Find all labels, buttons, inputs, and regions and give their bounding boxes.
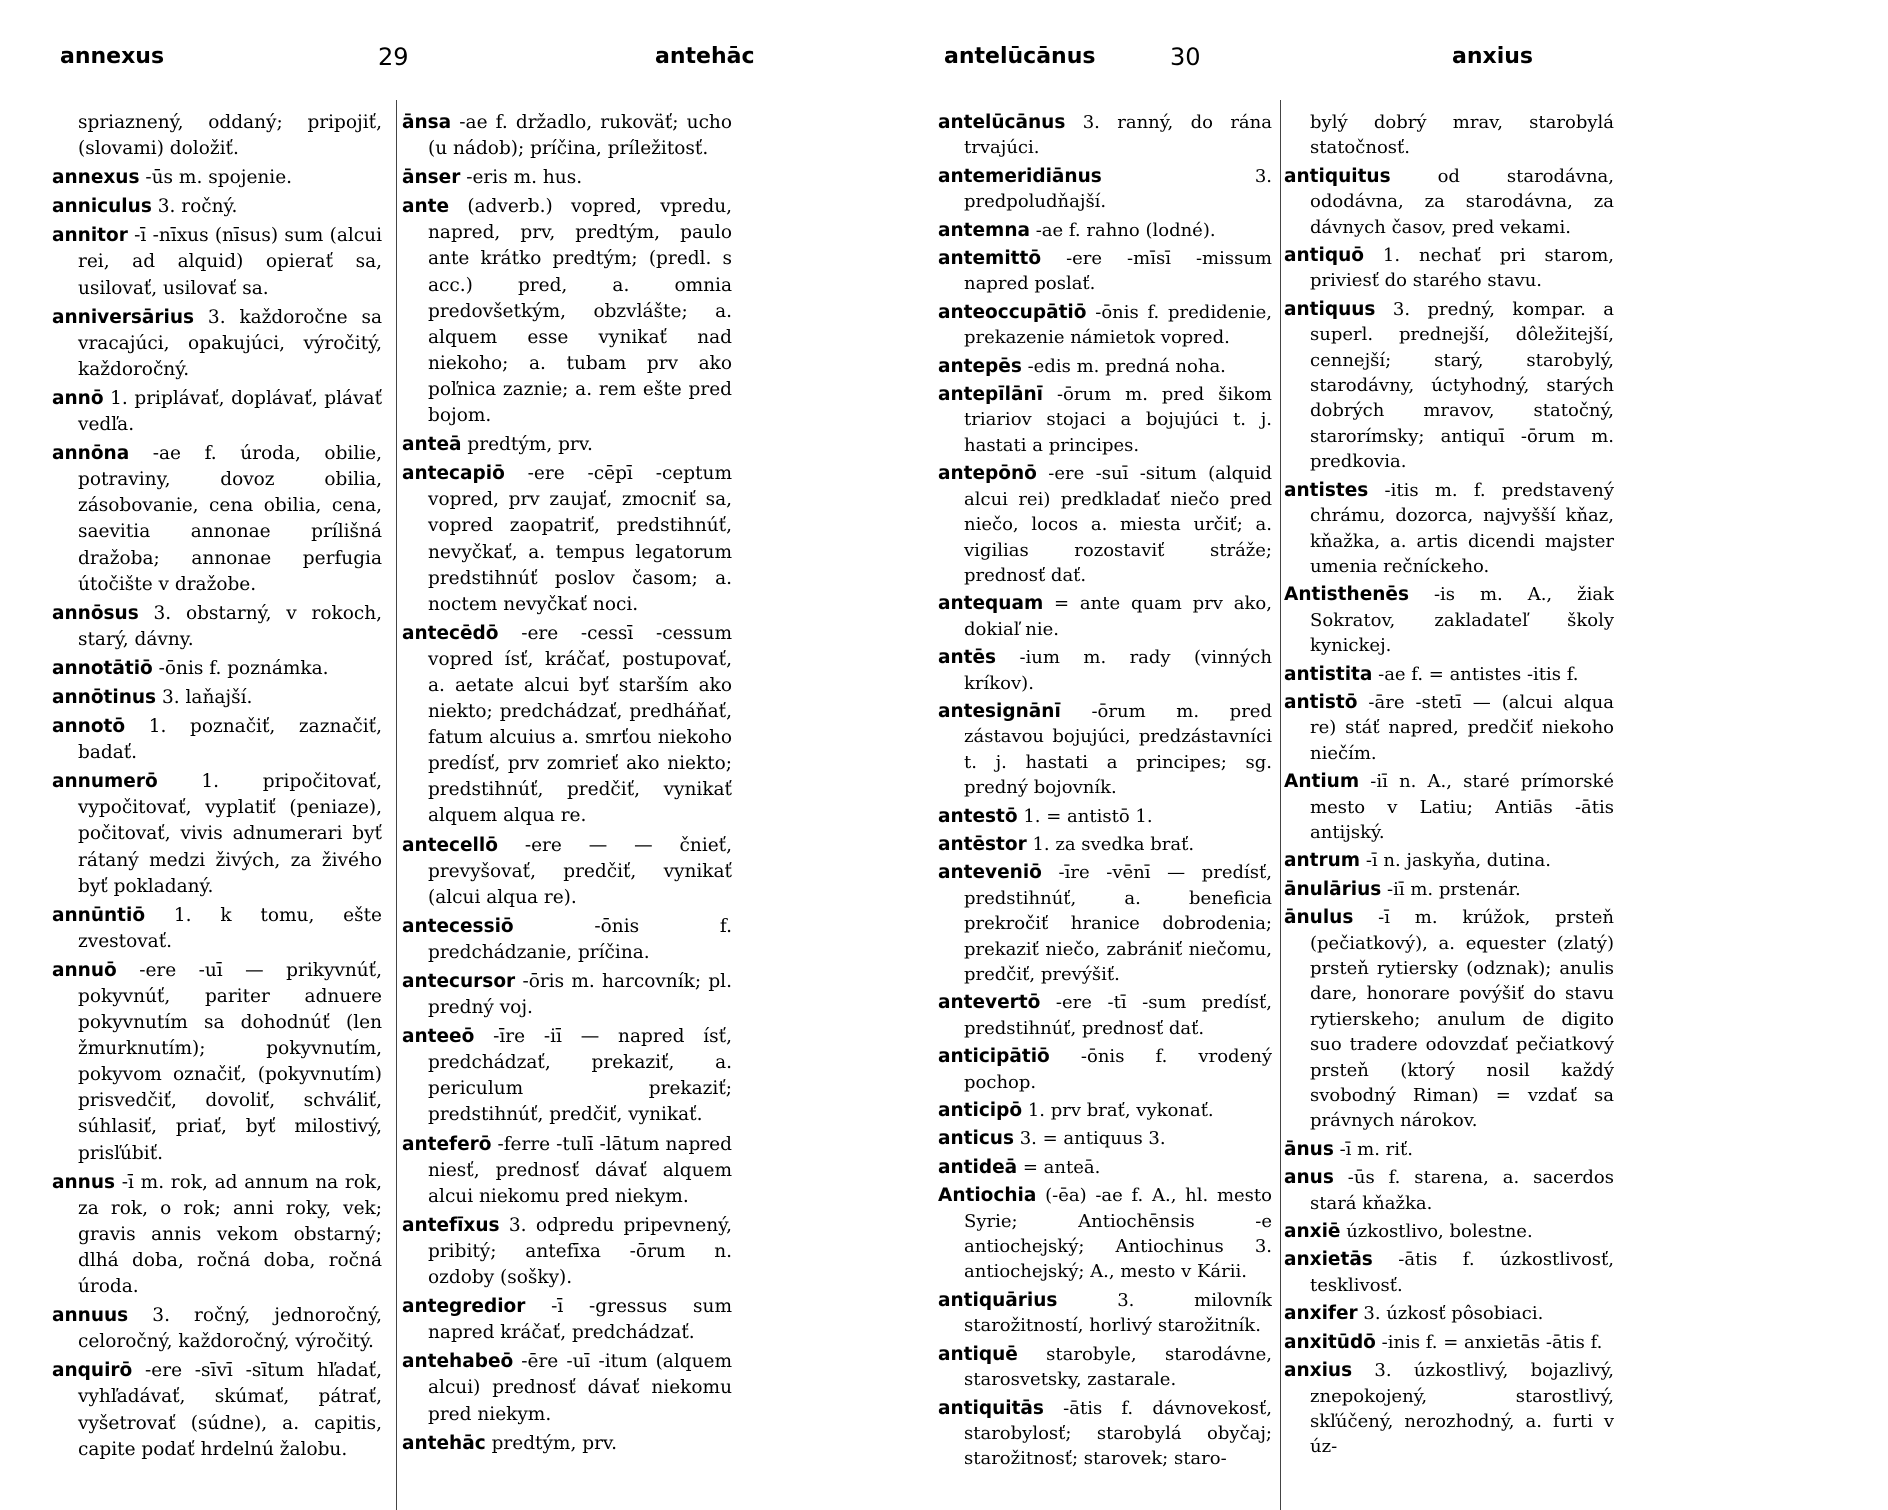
entry-headword: annōsus [52, 602, 139, 624]
dictionary-entry [402, 110, 732, 162]
entry-definition: -ae f. = antistes -itis f. [1378, 663, 1579, 685]
entry-headword: antistō [1284, 691, 1358, 713]
entry-headword: annitor [52, 225, 128, 247]
dictionary-entry [402, 833, 732, 911]
dictionary-entry [52, 110, 382, 162]
dictionary-entry [52, 601, 382, 653]
entry-definition: -īre -vēnī — predísť, predstihnúť, a. beneficia prekročiť hranice dobrodenia; prekaziť niečo, zabrániť niečomu, predčiť, prevýšiť. [964, 862, 1272, 985]
entry-definition: -ferre -tulī -lātum napred niesť, prednosť dávať alquem alcui niekomu pred niekym. [428, 1133, 732, 1207]
entry-definition: = ante quam prv ako, dokiaľ nie. [964, 593, 1272, 640]
entry-headword: annō [52, 387, 104, 409]
entry-definition: 1. pripočitovať, vypočitovať, vyplatiť (peniaze), počitovať, vivis adnumerari byť rátaný medzi živých, za živého byť pokladaný. [78, 771, 382, 897]
entry-definition: -āre -stetī — (alcui alqua re) stáť napred, predčiť niekoho niečím. [1310, 691, 1614, 764]
entry-definition: -ī -gressus sum napred kráčať, predchádzať. [428, 1296, 732, 1344]
entry-definition: -ātis f. úzkostlivosť, tesklivosť. [1310, 1249, 1614, 1296]
entry-headword: antegredior [402, 1296, 526, 1318]
entry-headword: antecessiō [402, 915, 514, 937]
entry-definition: 3. ranný, do rána trvajúci. [964, 112, 1272, 159]
entry-definition: -ūs m. spojenie. [145, 167, 293, 189]
entry-headword: anus [1284, 1167, 1334, 1189]
entry-definition: -ōris m. harcovník; pl. predný voj. [428, 971, 732, 1019]
guide-word-left: antelūcānus [944, 44, 1096, 69]
entry-definition: -ēre -uī -itum (alquem alcui) prednosť dávať niekomu pred niekym. [428, 1351, 732, 1425]
entry-headword: antistes [1284, 479, 1369, 501]
entry-headword: antistita [1284, 663, 1373, 685]
dictionary-entry [938, 461, 1272, 588]
dictionary-entry [938, 832, 1272, 857]
entry-definition: 3. každoročne sa vracajúci, opakujúci, výročitý, každoročný. [78, 306, 382, 380]
dictionary-entry [938, 354, 1272, 379]
dictionary-entry [938, 1155, 1272, 1180]
entry-definition: -ī m. krúžok, prsteň (pečiatkový), a. equester (zlatý) prsteň rytiersky (odznak); anulis dare, honorare povýšiť do stavu rytierskeho; anulum de digito suo tradere odovzdať pečiatkový prsteň (ktorý nosil každý svobodný Riman) = vzdať sa právnych nárokov. [1310, 907, 1614, 1132]
dictionary-entry [52, 1358, 382, 1462]
entry-headword: anquirō [52, 1360, 133, 1382]
entry-headword: ānsa [402, 112, 452, 133]
dictionary-entry [938, 300, 1272, 351]
entry-definition: -ātis f. dávnovekosť, starobylosť; starobylá obyčaj; starožitnosť; starovek; staro- [964, 1397, 1272, 1470]
entry-definition: -is m. A., žiak Sokratov, zakladateľ školy kynickej. [1310, 584, 1614, 657]
entry-headword: antiquus [1284, 298, 1376, 320]
dictionary-entry [402, 194, 732, 429]
entry-definition: 1. = antistō 1. [1023, 805, 1153, 827]
entry-headword: antemittō [938, 248, 1042, 270]
entry-definition: 3. úzkostlivý, bojazlivý, znepokojený, starostlivý, skľúčený, nerozhodný, a. furti v úz- [1310, 1360, 1614, 1458]
entry-headword: anniculus [52, 196, 152, 218]
dictionary-entry [1284, 848, 1614, 873]
dictionary-entry [938, 645, 1272, 696]
entry-headword: ānulus [1284, 907, 1354, 929]
entry-headword: antepīlānī [938, 384, 1043, 406]
dictionary-entry [52, 714, 382, 766]
entry-definition: -ere -mīsī -missum napred poslať. [964, 248, 1272, 295]
dictionary-entry [402, 914, 732, 966]
entry-headword: antecellō [402, 834, 498, 856]
guide-word-left: annexus [60, 44, 165, 69]
entry-definition: -ere -tī -sum predísť, predstihnúť, prednosť dať. [964, 992, 1272, 1039]
dictionary-entry [52, 441, 382, 598]
entry-headword: anteā [402, 434, 462, 456]
dictionary-entry [938, 860, 1272, 987]
entry-definition: spriaznený, oddaný; pripojiť, (slovami) doložiť. [78, 112, 382, 160]
dictionary-entry [1284, 1219, 1614, 1244]
entry-definition: predtým, prv. [467, 434, 593, 456]
dictionary-entry [1284, 662, 1614, 687]
entry-headword: antideā [938, 1156, 1018, 1178]
dictionary-entry [938, 1126, 1272, 1151]
dictionary-entry [938, 1342, 1272, 1393]
dictionary-entry [938, 1396, 1272, 1472]
dictionary-entry [1284, 769, 1614, 845]
entry-headword: anxiē [1284, 1221, 1341, 1243]
entry-headword: annotō [52, 716, 126, 738]
entry-definition: 1. poznačiť, zaznačiť, badať. [78, 716, 382, 764]
entry-headword: ante [402, 196, 450, 218]
entry-headword: anxifer [1284, 1303, 1358, 1325]
entry-headword: annexus [52, 167, 140, 189]
entry-definition: -ūs f. starena, a. sacerdos stará kňažka. [1310, 1167, 1614, 1214]
entry-definition: predtým, prv. [491, 1432, 618, 1454]
entry-headword: antehabeō [402, 1351, 514, 1373]
entry-headword: anteeō [402, 1026, 475, 1048]
column-divider [396, 100, 397, 1510]
entry-definition: -ae f. rahno (lodné). [1035, 219, 1216, 241]
entry-headword: antepōnō [938, 463, 1037, 485]
entry-definition: -ōrum m. pred šikom triariov stojaci a bojujúci t. j. hastati a principes. [964, 384, 1272, 456]
entry-definition: -ī n. jaskyňa, dutina. [1365, 850, 1551, 872]
entry-headword: antrum [1284, 850, 1361, 872]
dictionary-entry [938, 699, 1272, 801]
entry-headword: anniversārius [52, 306, 195, 328]
dictionary-entry [52, 1303, 382, 1355]
entry-definition: -ere -cessī -cessum vopred ísť, kráčať, postupovať, a. aetate alcui byť starším ako niekto; predchádzať, predháňať, fatum alcuius a. smrťou niekoho predísť, prv zomrieť ako niekto; predstihnúť, predčiť, vynikať alquem alqua re. [428, 622, 732, 827]
entry-headword: antesignānī [938, 700, 1061, 722]
dictionary-entry [938, 1098, 1272, 1123]
entry-definition: -ī m. riť. [1339, 1138, 1413, 1160]
entry-headword: antemna [938, 219, 1030, 241]
entry-headword: ānus [1284, 1138, 1334, 1160]
entry-headword: annūntiō [52, 904, 146, 926]
entry-headword: antecapiō [402, 463, 505, 485]
entry-definition: 3. ročný. [157, 196, 238, 218]
dictionary-entry [1284, 690, 1614, 766]
dictionary-entry [1284, 478, 1614, 580]
entry-definition: -ōnis f. poznámka. [158, 657, 329, 679]
entry-definition: 1. k tomu, ešte zvestovať. [78, 904, 382, 952]
entry-definition: -iī m. prstenár. [1387, 878, 1521, 900]
dictionary-entry [938, 246, 1272, 297]
dictionary-entry [1284, 110, 1614, 161]
entry-definition: starobyle, starodávne, starosvetsky, zastarale. [964, 1343, 1272, 1391]
dictionary-entry [402, 432, 732, 458]
dictionary-entry [52, 769, 382, 899]
entry-definition: 1. prv brať, vykonať. [1027, 1100, 1214, 1122]
entry-headword: anxitūdō [1284, 1331, 1376, 1353]
entry-definition: -ōrum m. pred zástavou bojujúci, predzástavníci t. j. hastati a principes; sg. predný bojovník. [964, 700, 1272, 799]
entry-definition: úzkostlivo, bolestne. [1346, 1221, 1533, 1243]
entry-definition: -ere -cēpī -ceptum vopred, prv zaujať, zmocniť sa, vopred zaopatriť, predstihnúť, nevyčkať, a. tempus legatorum predstihnúť poslov časom; a. noctem nevyčkať noci. [428, 463, 732, 615]
guide-word-right: anxius [1452, 44, 1533, 69]
dictionary-entry [402, 1213, 732, 1291]
entry-definition: 3. = antiquus 3. [1019, 1128, 1166, 1150]
entry-definition: -ere -sīvī -sītum hľadať, vyhľadávať, skúmať, pátrať, vyšetrovať (súdne), a. capitis, capite podať hrdelnú žalobu. [78, 1360, 382, 1460]
page-number: 30 [1170, 43, 1201, 71]
entry-headword: annuus [52, 1305, 129, 1327]
dictionary-entry [938, 1288, 1272, 1339]
entry-headword: ānulārius [1284, 878, 1382, 900]
dictionary-entry [402, 1431, 732, 1457]
dictionary-entry [1284, 905, 1614, 1134]
entry-definition: -īre -iī — napred ísť, predchádzať, prekaziť, a. periculum prekaziť; predstihnúť, predčiť, vynikať. [428, 1026, 732, 1126]
entry-headword: anticus [938, 1128, 1014, 1150]
entry-headword: antiquō [1284, 245, 1364, 267]
dictionary-entry [402, 621, 732, 830]
dictionary-entry [938, 990, 1272, 1041]
entry-headword: annus [52, 1171, 116, 1193]
dictionary-entry [938, 1183, 1272, 1285]
dictionary-entry [938, 1044, 1272, 1095]
dictionary-entry [52, 903, 382, 955]
entry-headword: anteferō [402, 1133, 492, 1155]
dictionary-entry [402, 461, 732, 618]
dictionary-entry [402, 1349, 732, 1427]
entry-headword: antefīxus [402, 1214, 500, 1236]
entry-headword: Antiochia [938, 1185, 1037, 1207]
dictionary-column [52, 110, 382, 1475]
entry-headword: ānser [402, 167, 461, 189]
dictionary-column [402, 110, 732, 1475]
dictionary-entry [1284, 877, 1614, 902]
entry-definition: -ere -uī — prikyvnúť, pokyvnúť, pariter adnuere pokyvnutím sa dohodnúť (len žmurknutím); pokyvnutím, pokyvom označiť, (pokyvnutím) prisvedčiť, dovoliť, schváliť, súhlasiť, priať, byť milostivý, prisľúbiť. [78, 959, 382, 1164]
dictionary-entry [52, 1170, 382, 1300]
entry-definition: -iī n. A., staré prímorské mesto v Latiu; Antiās -ātis antijský. [1310, 771, 1614, 843]
entry-definition: -ī m. rok, ad annum na rok, za rok, o rok; anni roky, vek; gravis annis vekom obstarný; dlhá doba, ročná doba, ročná úroda. [78, 1171, 382, 1298]
dictionary-entry [52, 165, 382, 191]
column-divider [1280, 100, 1281, 1510]
entry-headword: antiquārius [938, 1289, 1058, 1311]
entry-headword: Antisthenēs [1284, 584, 1409, 606]
entry-headword: antevertō [938, 992, 1041, 1014]
entry-definition: od starodávna, ododávna, za starodávna, za dávnych časov, pred vekami. [1310, 165, 1614, 238]
entry-headword: antiquitus [1284, 165, 1391, 187]
dictionary-entry [52, 386, 382, 438]
dictionary-entry [52, 305, 382, 383]
entry-definition: -ere -suī -situm (alquid alcui rei) predkladať niečo pred niečo, locos a. miesta určiť; a. vigilias rozostaviť stráže; prednosť dať. [964, 463, 1272, 586]
dictionary-entry [52, 656, 382, 682]
entry-headword: antiquitās [938, 1397, 1044, 1419]
entry-definition: 3. laňajší. [161, 686, 253, 708]
left-page [0, 0, 944, 1500]
entry-definition: -itis m. f. predstavený chrámu, dozorca, najvyšší kňaz, kňažka, a. artis dicendi majster umenia rečníckeho. [1310, 479, 1614, 577]
dictionary-entry [938, 591, 1272, 642]
entry-headword: antiquē [938, 1343, 1018, 1365]
entry-headword: anteoccupātiō [938, 301, 1087, 323]
entry-headword: anteveniō [938, 862, 1042, 884]
entry-definition: -eris m. hus. [466, 167, 583, 189]
entry-headword: anticipātiō [938, 1046, 1050, 1068]
dictionary-entry [52, 194, 382, 220]
entry-definition: = anteā. [1022, 1156, 1101, 1178]
entry-headword: annōtinus [52, 686, 157, 708]
dictionary-column [938, 110, 1272, 1475]
entry-definition: 3. úzkosť pôsobiaci. [1363, 1303, 1544, 1325]
entry-headword: antecursor [402, 971, 516, 992]
entry-definition: -ōnis f. predidenie, prekazenie námietok vopred. [964, 301, 1272, 349]
right-page [938, 0, 1888, 1500]
dictionary-entry [402, 1024, 732, 1128]
entry-definition: -ōnis f. predchádzanie, príčina. [428, 915, 732, 963]
page-number: 29 [378, 43, 409, 71]
guide-word-right: antehāc [655, 44, 755, 69]
entry-headword: annuō [52, 959, 117, 981]
entry-headword: annōna [52, 443, 130, 465]
entry-definition: 1. nechať pri starom, priviesť do starého stavu. [1310, 245, 1614, 292]
dictionary-entry [1284, 243, 1614, 294]
entry-definition: 3. milovník starožitností, horlivý starožitník. [964, 1289, 1272, 1337]
entry-headword: annumerō [52, 771, 158, 793]
dictionary-entry [52, 958, 382, 1167]
entry-definition: 3. obstarný, v rokoch, starý, dávny. [78, 602, 382, 650]
entry-headword: antepēs [938, 355, 1022, 377]
entry-definition: (-ēa) -ae f. A., hl. mesto Syrie; Antiochēnsis -e antiochejský; Antiochinus 3. antiochejský; A., mesto v Kárii. [964, 1185, 1272, 1283]
entry-headword: antemeridiānus [938, 165, 1102, 187]
entry-definition: -ī -nīxus (nīsus) sum (alcui rei, ad alquid) opierať sa, usilovať, usilovať sa. [78, 225, 382, 299]
entry-definition: 3. predpoludňajší. [964, 165, 1272, 213]
entry-definition: -ae f. držadlo, rukoväť; ucho (u nádob); príčina, príležitosť. [428, 112, 732, 160]
entry-headword: antestō [938, 805, 1018, 827]
dictionary-entry [52, 223, 382, 301]
dictionary-entry [1284, 1247, 1614, 1298]
dictionary-entry [402, 1132, 732, 1210]
dictionary-entry [1284, 164, 1614, 240]
entry-definition: -ōnis f. vrodený pochop. [964, 1046, 1272, 1093]
entry-definition: 3. ročný, jednoročný, celoročný, každoročný, výročitý. [78, 1305, 382, 1353]
entry-definition: -ium m. rady (vinných kríkov). [964, 647, 1272, 694]
dictionary-entry [938, 218, 1272, 243]
dictionary-column [1284, 110, 1614, 1475]
entry-definition: -ae f. úroda, obilie, potraviny, dovoz obilia, zásobovanie, cena obilia, cena, saevitia annonae prílišná dražoba; annonae perfugia útočište v dražobe. [78, 443, 382, 595]
entry-definition: -edis m. predná noha. [1027, 355, 1226, 377]
entry-headword: annotātiō [52, 657, 153, 679]
entry-headword: antēs [938, 647, 997, 669]
dictionary-entry [938, 110, 1272, 161]
entry-definition: bylý dobrý mrav, starobylá statočnosť. [1310, 112, 1614, 159]
dictionary-entry [402, 969, 732, 1021]
dictionary-entry [938, 804, 1272, 829]
entry-definition: -inis f. = anxietās -ātis f. [1381, 1331, 1603, 1353]
dictionary-entry [52, 685, 382, 711]
entry-definition: 3. odpredu pripevnený, pribitý; antefīxa -ōrum n. ozdoby (sošky). [428, 1214, 732, 1289]
entry-definition: 3. predný, kompar. a superl. prednejší, dôležitejší, cennejší; starý, starobylý, starodávny, úctyhodný, starých dobrých mravov, statočný, starorímsky; antiquī -ōrum m. predkovia. [1310, 298, 1614, 473]
entry-headword: anticipō [938, 1100, 1023, 1122]
dictionary-entry [1284, 297, 1614, 475]
entry-definition: 1. priplávať, doplávať, plávať vedľa. [78, 387, 382, 436]
dictionary-entry [1284, 1301, 1614, 1326]
dictionary-entry [938, 382, 1272, 458]
dictionary-entry [1284, 582, 1614, 658]
dictionary-entry [1284, 1137, 1614, 1162]
entry-headword: antequam [938, 593, 1044, 615]
dictionary-entry [1284, 1165, 1614, 1216]
entry-headword: Antium [1284, 771, 1360, 793]
entry-headword: antelūcānus [938, 112, 1066, 133]
entry-headword: anxietās [1284, 1249, 1373, 1271]
dictionary-entry [1284, 1330, 1614, 1355]
entry-definition: -ere — — čnieť, prevyšovať, predčiť, vynikať (alcui alqua re). [428, 834, 732, 908]
entry-definition: (adverb.) vopred, vpredu, napred, prv, predtým, paulo ante krátko predtým; (predl. s acc.) pred, a. omnia predovšetkým, obzvlášte; a. alquem esse vynikať nad niekoho; a. tubam prv ako poľnica zaznie; a. rem ešte pred bojom. [428, 196, 732, 427]
entry-headword: anxius [1284, 1360, 1353, 1382]
entry-headword: antecēdō [402, 622, 499, 644]
dictionary-entry [402, 165, 732, 191]
dictionary-entry [938, 164, 1272, 215]
entry-headword: antēstor [938, 833, 1027, 855]
entry-definition: 1. za svedka brať. [1032, 833, 1195, 855]
dictionary-entry [402, 1294, 732, 1346]
dictionary-entry [1284, 1358, 1614, 1460]
entry-headword: antehāc [402, 1432, 486, 1454]
